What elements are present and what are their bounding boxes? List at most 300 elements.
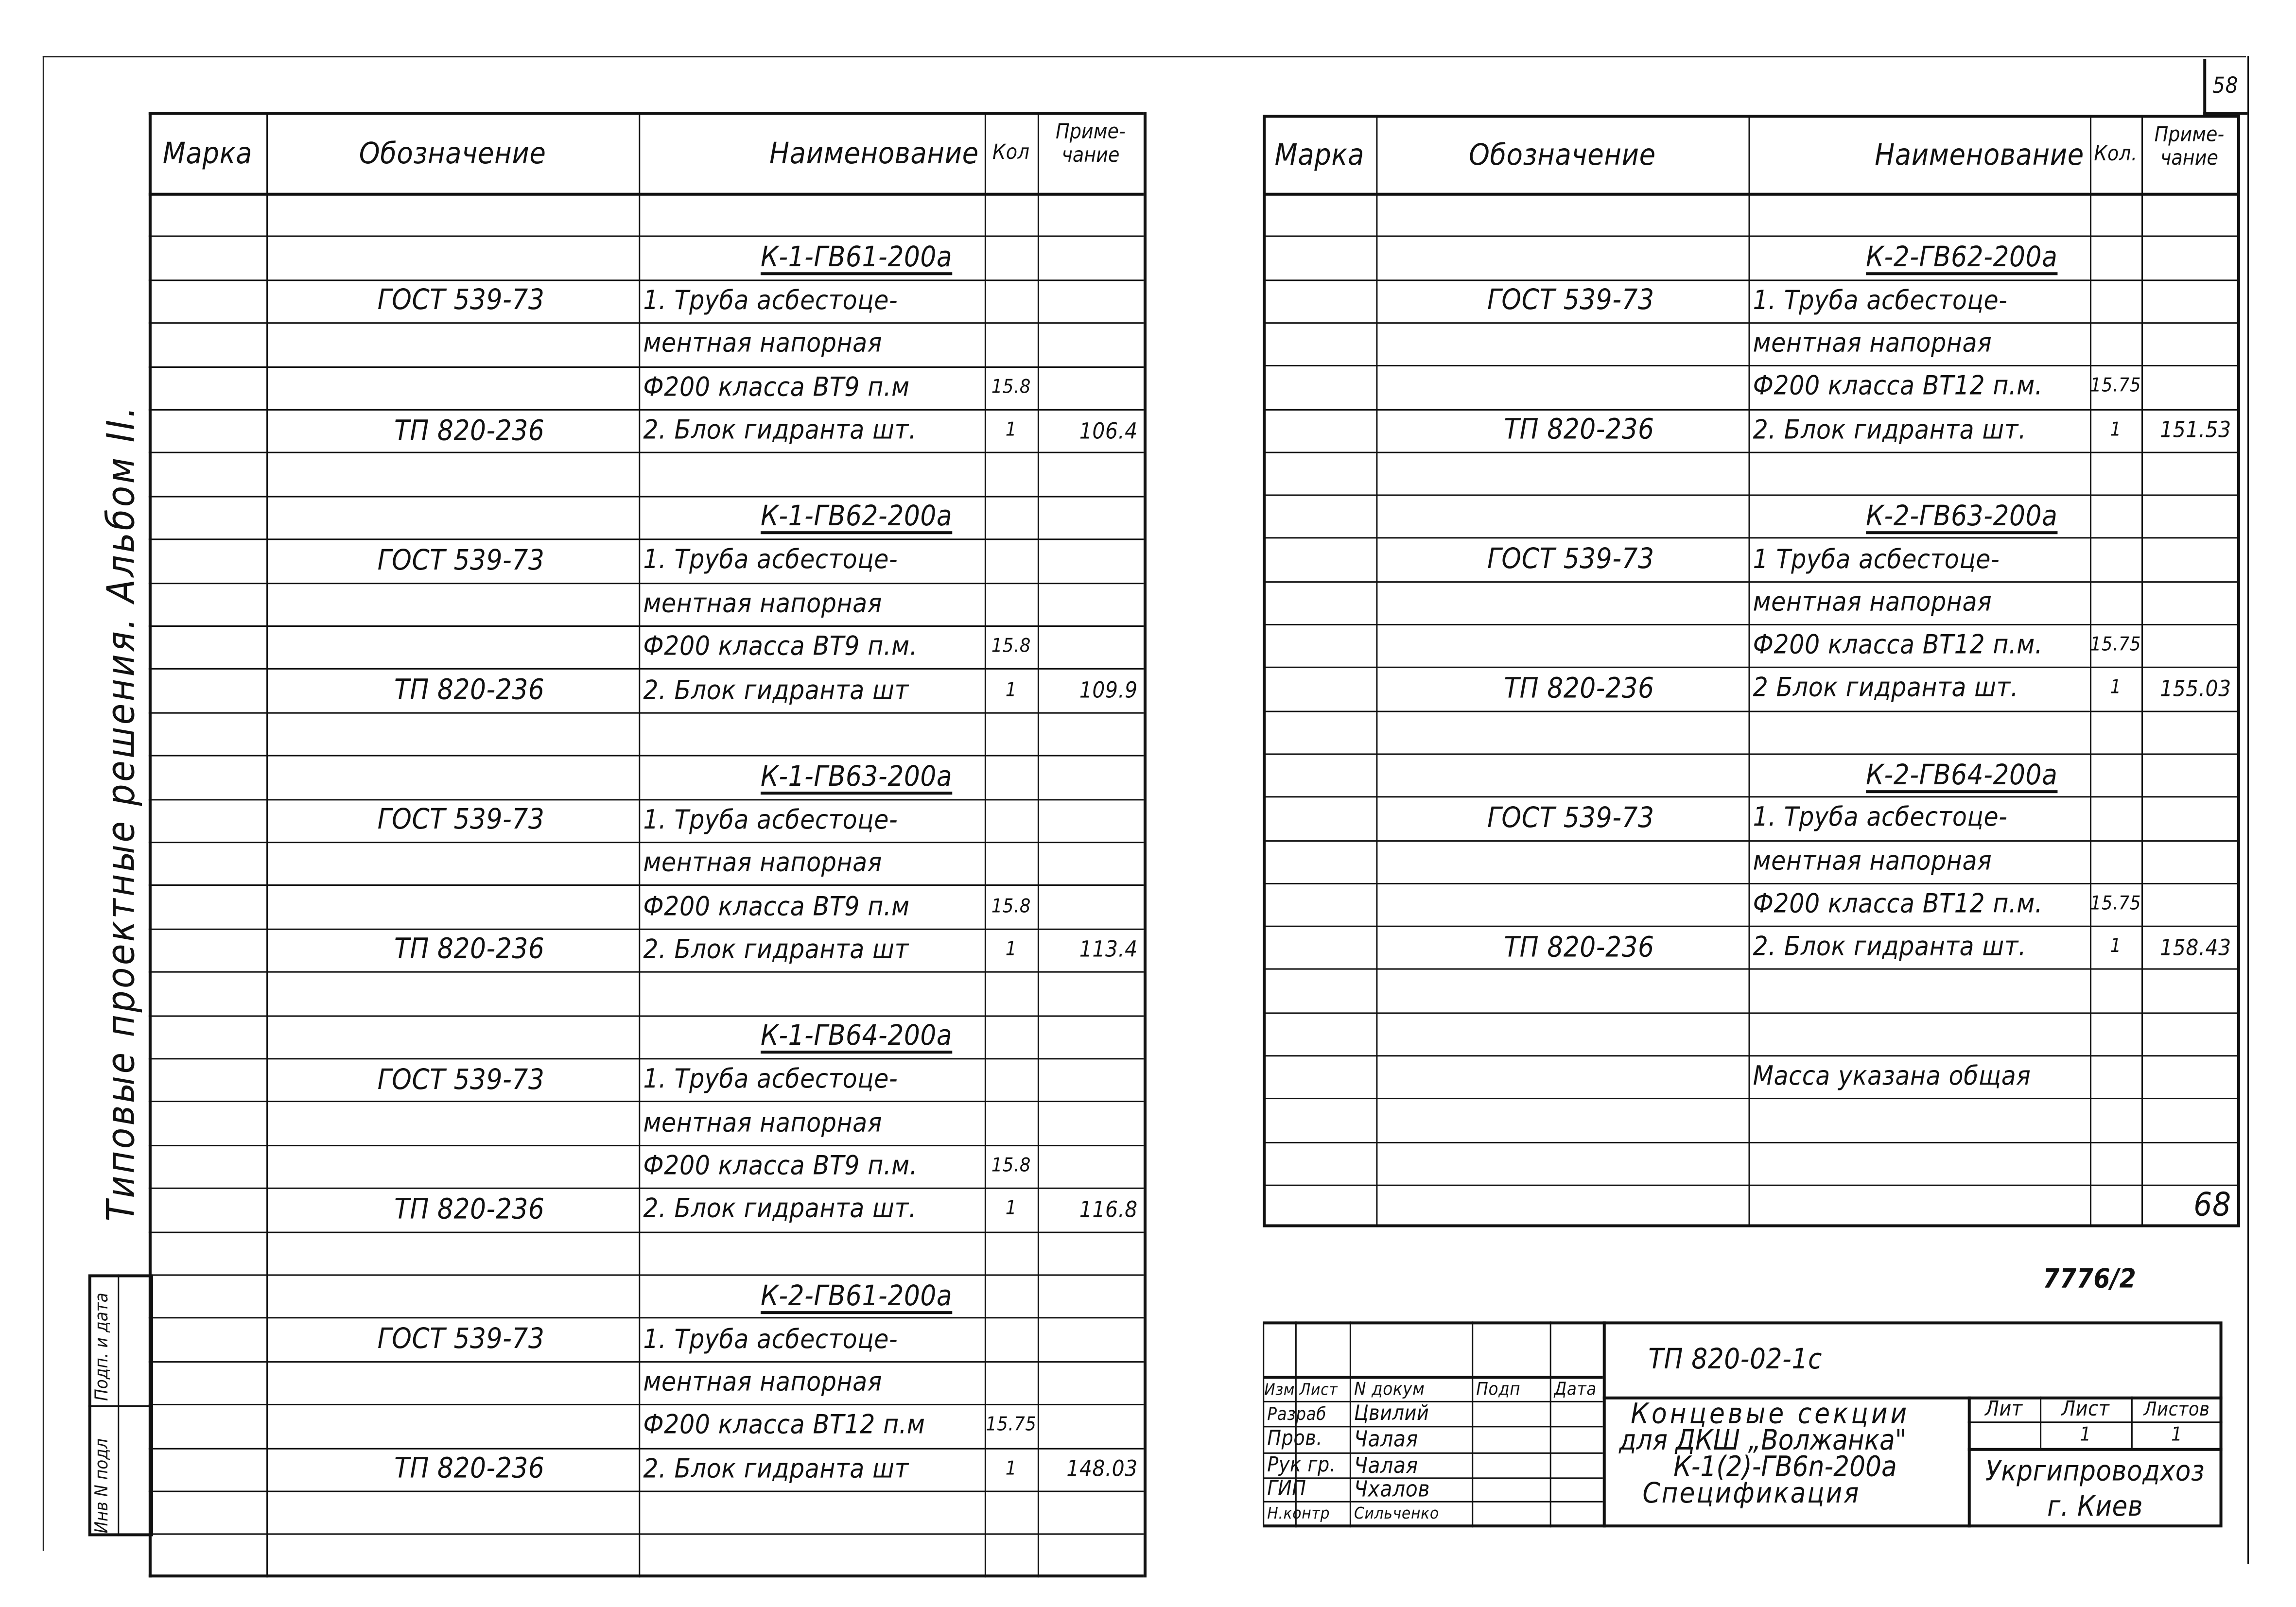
cell-kol	[985, 496, 1038, 539]
cell-naimenovanie: ментная напорная	[643, 1107, 882, 1139]
cell-marka	[1263, 1141, 1376, 1185]
cell-marka	[149, 193, 266, 236]
cell-naimenovanie: Ф200 класса ВТ12 п.м.	[1753, 630, 2043, 661]
cell-kol	[2090, 279, 2141, 322]
cell-naimenovanie: 1. Труба асбестоце-	[1753, 285, 2008, 316]
section-title: К-1-ГВ64-200а	[760, 1020, 953, 1053]
cell-marka	[149, 798, 266, 842]
cell-primechanie	[1038, 971, 1144, 1015]
cell-marka	[149, 1231, 266, 1274]
cell-marka	[149, 928, 266, 971]
cell-marka	[1263, 365, 1376, 409]
cell-oboznachenie	[1376, 1184, 1660, 1227]
cell-primechanie: 158.43	[2160, 934, 2231, 961]
cell-oboznachenie	[266, 755, 550, 798]
cell-primechanie	[1038, 1404, 1144, 1447]
cell-marka	[1263, 753, 1376, 796]
cell-naimenovanie: 2. Блок гидранта шт	[643, 674, 909, 706]
cell-marka	[149, 236, 266, 279]
cell-naimenovanie	[639, 1231, 985, 1274]
tb-doc-title-line: Концевые секции	[1631, 1398, 1910, 1431]
tb-lit-label: Лит	[1985, 1398, 2023, 1422]
cell-primechanie	[2141, 193, 2237, 236]
cell-marka	[149, 1448, 266, 1491]
cell-kol	[2090, 537, 2141, 581]
tb-role: Рук гр.	[1267, 1453, 1336, 1477]
cell-primechanie	[1038, 1317, 1144, 1361]
tb-city: г. Киев	[2047, 1490, 2143, 1523]
cell-kol	[2090, 753, 2141, 796]
cell-kol	[985, 971, 1038, 1015]
cell-primechanie	[1038, 712, 1144, 755]
cell-primechanie	[1038, 236, 1144, 279]
stamp-divider	[88, 1405, 153, 1407]
cell-marka	[1263, 1184, 1376, 1227]
cell-primechanie	[1038, 1058, 1144, 1101]
cell-marka	[149, 1274, 266, 1317]
tb-doc-title-line: для ДКШ „Волжанка"	[1619, 1424, 1907, 1457]
tb-sheets-value: 1	[2171, 1424, 2183, 1447]
cell-marka	[1263, 537, 1376, 581]
cell-primechanie: 155.03	[2160, 675, 2231, 702]
cell-naimenovanie: 1 Труба асбестоце-	[1753, 544, 2000, 575]
cell-naimenovanie: 2. Блок гидранта шт	[643, 1453, 909, 1485]
cell-primechanie	[2141, 1098, 2237, 1141]
cell-naimenovanie: ментная напорная	[1753, 328, 1992, 359]
cell-kol	[985, 798, 1038, 842]
cell-marka	[1263, 882, 1376, 926]
cell-marka	[149, 712, 266, 755]
tb-doc-title-line: К-1(2)-ГВ6n-200а	[1673, 1451, 1897, 1484]
cell-primechanie	[2141, 1012, 2237, 1055]
cell-naimenovanie: 2 Блок гидранта шт.	[1753, 673, 2019, 704]
tb-header-list: Лист	[1299, 1379, 1338, 1399]
cell-marka	[149, 1101, 266, 1144]
cell-primechanie	[2141, 236, 2237, 279]
cell-kol	[985, 1101, 1038, 1144]
right-frame-line	[2247, 56, 2249, 1564]
header-oboznachenie: Обозначение	[1469, 136, 1656, 172]
cell-naimenovanie: Масса указана общая	[1753, 1061, 2031, 1092]
cell-oboznachenie	[266, 323, 550, 366]
cell-marka	[149, 1534, 266, 1577]
tb-header-date: Дата	[1554, 1379, 1597, 1400]
cell-oboznachenie: ТП 820-236	[1504, 931, 1654, 964]
tb-lit-value	[1968, 1423, 2040, 1448]
album-caption: Типовые проектные решения. Альбом II.	[100, 404, 144, 1222]
cell-primechanie: 106.4	[1079, 417, 1138, 444]
cell-marka	[149, 539, 266, 582]
cell-primechanie	[2141, 495, 2237, 538]
cell-kol: 15.8	[991, 895, 1031, 918]
cell-naimenovanie: ментная напорная	[643, 1367, 882, 1398]
cell-oboznachenie: ТП 820-236	[1504, 414, 1654, 446]
cell-kol: 15.75	[986, 1415, 1037, 1437]
cell-kol: 15.75	[2090, 376, 2141, 398]
cell-oboznachenie: ГОСТ 539-73	[377, 544, 545, 577]
tb-sheet-label: Лист	[2061, 1398, 2110, 1422]
section-title: К-1-ГВ61-200а	[760, 241, 953, 274]
cell-kol	[985, 539, 1038, 582]
cell-oboznachenie	[266, 1404, 550, 1447]
cell-oboznachenie	[266, 1274, 550, 1317]
cell-primechanie	[2141, 753, 2237, 796]
stamp-label-sign-date: Подп. и дата	[91, 1293, 112, 1401]
section-title: К-2-ГВ61-200а	[760, 1279, 953, 1313]
cell-naimenovanie: Ф200 класса ВТ9 п.м	[643, 891, 910, 922]
cell-oboznachenie	[1376, 1012, 1660, 1055]
cell-kol: 15.8	[991, 1155, 1031, 1177]
tb-organization: Укргипроводхоз	[1985, 1455, 2205, 1488]
cell-marka	[149, 1058, 266, 1101]
tb-header-doc: N докум	[1354, 1379, 1425, 1400]
cell-oboznachenie	[266, 496, 550, 539]
cell-kol	[985, 1015, 1038, 1058]
cell-naimenovanie: Ф200 класса ВТ12 п.м.	[1753, 888, 2043, 920]
cell-kol: 1	[1005, 419, 1017, 442]
header-marka: Марка	[1274, 136, 1364, 172]
cell-kol	[985, 582, 1038, 625]
cell-oboznachenie	[266, 452, 550, 496]
cell-kol	[985, 1361, 1038, 1404]
cell-primechanie	[1038, 755, 1144, 798]
header-kol: Кол.	[2094, 142, 2138, 166]
cell-oboznachenie	[266, 885, 550, 928]
cell-oboznachenie: ГОСТ 539-73	[377, 804, 545, 836]
cell-primechanie	[2141, 882, 2237, 926]
cell-primechanie	[1038, 279, 1144, 323]
cell-marka	[149, 1491, 266, 1534]
cell-naimenovanie	[1749, 1098, 2090, 1141]
cell-primechanie	[1038, 1491, 1144, 1534]
cell-primechanie	[2141, 537, 2237, 581]
cell-naimenovanie: ментная напорная	[1753, 846, 1992, 877]
cell-oboznachenie: ГОСТ 539-73	[377, 1323, 545, 1356]
cell-oboznachenie	[1376, 581, 1660, 624]
cell-marka	[149, 971, 266, 1015]
stamp-label-inv: Инв N подл	[91, 1438, 112, 1534]
cell-kol	[2090, 840, 2141, 883]
cell-kol	[985, 1534, 1038, 1577]
cell-kol	[2090, 796, 2141, 840]
tb-signer-name: Чхалов	[1354, 1476, 1430, 1503]
cell-primechanie	[1038, 452, 1144, 496]
cell-oboznachenie	[266, 366, 550, 409]
cell-marka	[149, 885, 266, 928]
cell-kol	[985, 842, 1038, 885]
cell-kol	[2090, 193, 2141, 236]
right_table-col-line	[2237, 115, 2240, 1227]
cell-kol	[985, 1274, 1038, 1317]
cell-primechanie	[2141, 1055, 2237, 1098]
cell-oboznachenie	[1376, 495, 1660, 538]
cell-primechanie: 151.53	[2160, 416, 2231, 443]
cell-kol: 1	[1005, 1198, 1017, 1221]
cell-naimenovanie: Ф200 класса ВТ9 п.м.	[643, 1151, 918, 1182]
cell-oboznachenie	[266, 193, 550, 236]
cell-oboznachenie	[266, 971, 550, 1015]
header-primechanie-line2: чание	[2160, 147, 2219, 171]
cell-primechanie	[1038, 323, 1144, 366]
cell-marka	[149, 582, 266, 625]
header-oboznachenie: Обозначение	[359, 135, 546, 170]
cell-oboznachenie	[266, 236, 550, 279]
tb-signer-name: Чалая	[1354, 1426, 1418, 1452]
cell-kol	[985, 1058, 1038, 1101]
cell-primechanie	[1038, 366, 1144, 409]
cell-kol	[2090, 495, 2141, 538]
cell-marka	[149, 496, 266, 539]
cell-primechanie	[2141, 365, 2237, 409]
header-primechanie-line2: чание	[1061, 144, 1120, 168]
cell-oboznachenie: ТП 820-236	[394, 415, 545, 447]
cell-naimenovanie: ментная напорная	[1753, 587, 1992, 618]
cell-marka	[1263, 236, 1376, 279]
cell-kol: 1	[2110, 677, 2122, 700]
section-title: К-2-ГВ64-200а	[1866, 759, 2058, 791]
cell-naimenovanie: Ф200 класса ВТ12 п.м.	[1753, 371, 2043, 402]
cell-naimenovanie	[1749, 710, 2090, 753]
cell-primechanie	[1038, 1101, 1144, 1144]
cell-naimenovanie: ментная напорная	[643, 328, 882, 360]
cell-naimenovanie: ментная напорная	[643, 847, 882, 879]
tb-sheet-value: 1	[2080, 1424, 2091, 1447]
cell-naimenovanie	[639, 971, 985, 1015]
cell-kol	[2090, 710, 2141, 753]
cell-kol: 15.75	[2090, 893, 2141, 916]
cell-primechanie	[2141, 969, 2237, 1012]
cell-naimenovanie: 1. Труба асбестоце-	[643, 545, 898, 576]
cell-naimenovanie	[1749, 451, 2090, 495]
cell-oboznachenie	[1376, 1141, 1660, 1185]
cell-oboznachenie	[1376, 969, 1660, 1012]
cell-naimenovanie	[639, 1491, 985, 1534]
cell-marka	[149, 842, 266, 885]
cell-marka	[1263, 451, 1376, 495]
cell-naimenovanie: 1. Труба асбестоце-	[643, 804, 898, 836]
cell-marka	[149, 1144, 266, 1188]
left_table-col-line	[1144, 112, 1147, 1577]
cell-kol	[985, 323, 1038, 366]
cell-kol: 1	[1005, 679, 1017, 702]
header-primechanie	[1038, 121, 1144, 202]
cell-kol: 1	[1005, 938, 1017, 961]
cell-oboznachenie	[1376, 624, 1660, 667]
cell-primechanie: 109.9	[1079, 677, 1138, 704]
tb-designation: ТП 820-02-1с	[1648, 1343, 1823, 1376]
cell-naimenovanie	[1749, 193, 2090, 236]
cell-naimenovanie: 1. Труба асбестоце-	[643, 1324, 898, 1355]
cell-oboznachenie	[1376, 193, 1660, 236]
cell-naimenovanie: 2. Блок гидранта шт	[643, 934, 909, 966]
cell-naimenovanie: 1. Труба асбестоце-	[643, 285, 898, 317]
cell-oboznachenie: ТП 820-236	[1504, 672, 1654, 705]
cell-primechanie	[1038, 1231, 1144, 1274]
cell-marka	[1263, 279, 1376, 322]
cell-naimenovanie	[1749, 1141, 2090, 1185]
cell-oboznachenie	[1376, 451, 1660, 495]
cell-kol	[2090, 1141, 2141, 1185]
cell-primechanie	[1038, 798, 1144, 842]
cell-kol	[985, 1317, 1038, 1361]
cell-oboznachenie	[1376, 753, 1660, 796]
cell-primechanie	[2141, 796, 2237, 840]
cell-kol	[985, 712, 1038, 755]
cell-oboznachenie	[266, 1231, 550, 1274]
cell-oboznachenie	[266, 625, 550, 669]
cell-oboznachenie	[1376, 236, 1660, 279]
cell-marka	[1263, 1012, 1376, 1055]
cell-primechanie	[2141, 322, 2237, 365]
cell-kol: 1	[1005, 1458, 1017, 1480]
cell-marka	[1263, 1055, 1376, 1098]
cell-kol	[985, 1231, 1038, 1274]
cell-marka	[1263, 840, 1376, 883]
cell-naimenovanie: Ф200 класса ВТ12 п.м	[643, 1410, 925, 1441]
tb-signer-name: Цвилий	[1354, 1401, 1429, 1425]
cell-marka	[1263, 1098, 1376, 1141]
cell-marka	[149, 625, 266, 669]
cell-primechanie	[1038, 1361, 1144, 1404]
tb-role: ГИП	[1267, 1477, 1306, 1501]
cell-oboznachenie	[1376, 365, 1660, 409]
cell-naimenovanie	[639, 452, 985, 496]
cell-oboznachenie	[266, 1361, 550, 1404]
cell-marka	[1263, 667, 1376, 710]
cell-kol	[2090, 1098, 2141, 1141]
cell-naimenovanie: ментная напорная	[643, 588, 882, 620]
cell-primechanie: 148.03	[1066, 1455, 1138, 1483]
cell-marka	[1263, 796, 1376, 840]
cell-primechanie: 68	[2193, 1187, 2231, 1225]
cell-primechanie	[1038, 1274, 1144, 1317]
cell-kol	[985, 1491, 1038, 1534]
cell-naimenovanie: 2. Блок гидранта шт.	[643, 415, 917, 447]
section-title: К-2-ГВ62-200а	[1866, 241, 2058, 274]
cell-primechanie	[1038, 496, 1144, 539]
cell-oboznachenie: ТП 820-236	[394, 933, 545, 966]
cell-primechanie	[2141, 624, 2237, 667]
section-title: К-2-ГВ63-200а	[1866, 500, 2058, 533]
cell-primechanie	[1038, 582, 1144, 625]
cell-marka	[1263, 624, 1376, 667]
cell-marka	[149, 669, 266, 712]
cell-oboznachenie: ГОСТ 539-73	[377, 284, 545, 317]
cell-kol: 1	[2110, 418, 2122, 441]
cell-marka	[149, 1361, 266, 1404]
cell-oboznachenie: ТП 820-236	[394, 1193, 545, 1226]
cell-marka	[149, 366, 266, 409]
cell-marka	[1263, 710, 1376, 753]
cell-primechanie	[1038, 1534, 1144, 1577]
cell-naimenovanie: Ф200 класса ВТ9 п.м.	[643, 631, 918, 663]
tb-role: Разраб	[1267, 1403, 1327, 1424]
header-primechanie-line1: Приме-	[2154, 123, 2225, 147]
cell-marka	[149, 1015, 266, 1058]
header-kol: Кол	[992, 140, 1030, 164]
cell-primechanie: 116.8	[1079, 1196, 1138, 1223]
cell-oboznachenie: ГОСТ 539-73	[1487, 543, 1654, 576]
cell-naimenovanie: Ф200 класса ВТ9 п.м	[643, 372, 910, 403]
cell-naimenovanie	[639, 712, 985, 755]
cell-kol	[2090, 1012, 2141, 1055]
cell-oboznachenie	[1376, 1055, 1660, 1098]
cell-primechanie	[2141, 710, 2237, 753]
cell-marka	[149, 1317, 266, 1361]
cell-naimenovanie	[639, 193, 985, 236]
header-naimenovanie: Наименование	[1875, 136, 2084, 172]
header-primechanie-line1: Приме-	[1056, 121, 1126, 144]
header-marka: Марка	[162, 135, 253, 170]
cell-marka	[1263, 969, 1376, 1012]
cell-primechanie	[2141, 279, 2237, 322]
cell-marka	[1263, 495, 1376, 538]
header-naimenovanie: Наименование	[769, 135, 979, 170]
tb-role: Пров.	[1267, 1427, 1323, 1451]
cell-naimenovanie: 2. Блок гидранта шт.	[1753, 932, 2027, 963]
cell-primechanie	[1038, 1015, 1144, 1058]
cell-naimenovanie	[1749, 1012, 2090, 1055]
cell-primechanie	[1038, 625, 1144, 669]
cell-marka	[1263, 322, 1376, 365]
cell-primechanie	[1038, 842, 1144, 885]
cell-oboznachenie	[1376, 1098, 1660, 1141]
cell-naimenovanie: 2. Блок гидранта шт.	[1753, 414, 2027, 446]
cell-oboznachenie	[266, 1015, 550, 1058]
cell-marka	[149, 279, 266, 323]
cell-naimenovanie: 1. Труба асбестоце-	[1753, 802, 2008, 833]
cell-oboznachenie	[1376, 710, 1660, 753]
stamp-col-divider	[118, 1274, 119, 1536]
cell-oboznachenie: ТП 820-236	[394, 1452, 545, 1486]
tb-col-line	[1472, 1321, 1473, 1527]
cell-primechanie: 113.4	[1079, 936, 1138, 963]
cell-kol	[2090, 451, 2141, 495]
cell-kol: 15.8	[991, 636, 1031, 658]
tb-header-izm: Изм	[1264, 1379, 1295, 1399]
archive-mark: 7776/2	[2043, 1263, 2137, 1295]
cell-oboznachenie	[1376, 882, 1660, 926]
cell-oboznachenie	[1376, 322, 1660, 365]
cell-kol	[2090, 1184, 2141, 1227]
tb-role: Н.контр	[1267, 1503, 1330, 1523]
cell-marka	[149, 1188, 266, 1231]
cell-oboznachenie: ГОСТ 539-73	[1487, 801, 1654, 834]
cell-marka	[149, 409, 266, 452]
cell-primechanie	[1038, 1144, 1144, 1188]
cell-primechanie	[2141, 1141, 2237, 1185]
cell-kol	[2090, 236, 2141, 279]
cell-kol	[985, 452, 1038, 496]
cell-naimenovanie: 1. Труба асбестоце-	[643, 1064, 898, 1095]
tb-signer-name: Чалая	[1354, 1451, 1418, 1478]
cell-oboznachenie	[266, 1491, 550, 1534]
cell-primechanie	[2141, 451, 2237, 495]
cell-naimenovanie	[639, 1534, 985, 1577]
cell-primechanie	[2141, 840, 2237, 883]
cell-primechanie	[1038, 193, 1144, 236]
cell-naimenovanie	[1749, 1184, 2090, 1227]
cell-marka	[1263, 926, 1376, 969]
cell-kol: 15.75	[2090, 634, 2141, 657]
cell-marka	[1263, 581, 1376, 624]
tb-sheets-label: Листов	[2143, 1399, 2210, 1421]
tb-doc-title	[1607, 1398, 1968, 1527]
cell-oboznachenie	[266, 1534, 550, 1577]
tb-header-sign: Подп	[1476, 1379, 1521, 1400]
cell-oboznachenie	[266, 582, 550, 625]
cell-kol	[2090, 581, 2141, 624]
